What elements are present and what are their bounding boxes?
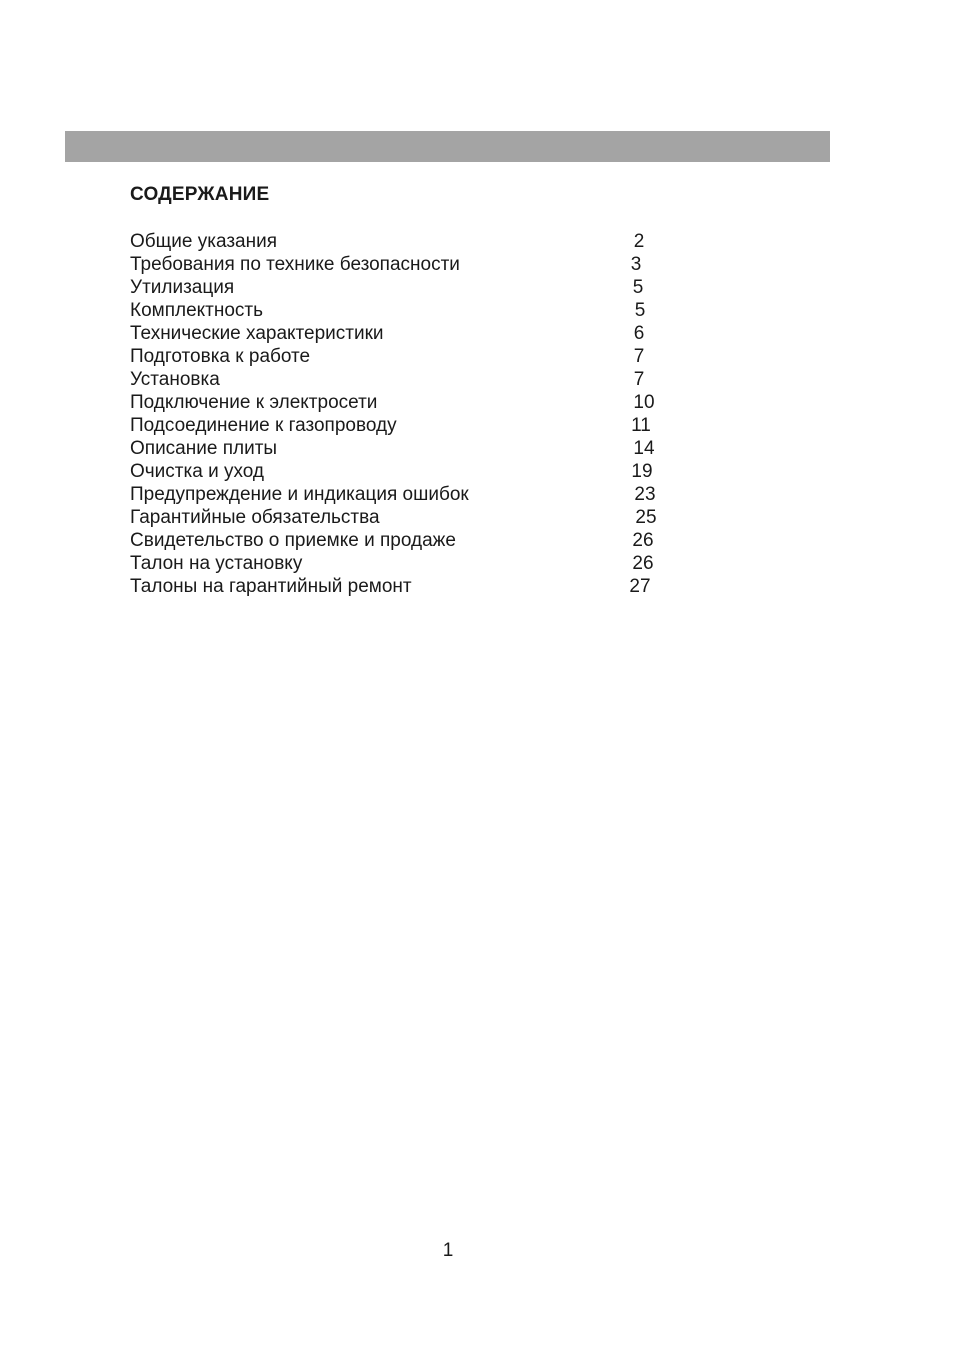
toc-entry-label: Талон на установку bbox=[130, 553, 303, 574]
toc-entry-page: 25 bbox=[635, 507, 657, 528]
toc-entry[interactable] bbox=[130, 230, 670, 253]
toc-entry[interactable] bbox=[130, 414, 670, 437]
toc-entry-page: 27 bbox=[629, 576, 651, 597]
toc-entry[interactable] bbox=[130, 391, 670, 414]
toc-entry[interactable] bbox=[130, 299, 670, 322]
toc-entry-page: 6 bbox=[633, 323, 645, 344]
toc-entry[interactable] bbox=[130, 345, 670, 368]
toc-entry[interactable] bbox=[130, 529, 670, 552]
toc-entry-label: Общие указания bbox=[130, 231, 278, 252]
toc-entry-label: Технические характеристики bbox=[130, 323, 384, 344]
toc-entry[interactable] bbox=[130, 437, 670, 460]
toc-entry-label: Требования по технике безопасности bbox=[130, 254, 460, 275]
toc-entry-page: 2 bbox=[633, 231, 645, 252]
toc-entry-page: 10 bbox=[633, 392, 655, 413]
toc-entry-label: Талоны на гарантийный ремонт bbox=[130, 576, 412, 597]
toc-entry-page: 7 bbox=[633, 346, 645, 367]
toc-entry-page: 3 bbox=[630, 254, 642, 275]
toc-entry-label: Гарантийные обязательства bbox=[130, 507, 380, 528]
toc-entry-label: Подключение к электросети bbox=[130, 392, 378, 413]
toc-entry-label: Предупреждение и индикация ошибок bbox=[130, 484, 469, 505]
toc-entry-page: 14 bbox=[633, 438, 655, 459]
page-number: 1 bbox=[442, 1240, 454, 1261]
toc-entry[interactable] bbox=[130, 483, 670, 506]
toc-entry[interactable] bbox=[130, 276, 670, 299]
toc-entry[interactable] bbox=[130, 575, 670, 598]
toc-entry[interactable] bbox=[130, 253, 670, 276]
toc-entry-page: 11 bbox=[631, 415, 651, 436]
header-bar bbox=[65, 131, 830, 162]
toc-entry-page: 19 bbox=[631, 461, 653, 482]
toc-entry-label: Описание плиты bbox=[130, 438, 278, 459]
toc-entry-label: Утилизация bbox=[130, 277, 235, 298]
toc-entry-label: Очистка и уход bbox=[130, 461, 264, 482]
toc-entry-page: 5 bbox=[634, 300, 646, 321]
toc-entry-label: Установка bbox=[130, 369, 220, 390]
toc-entry[interactable] bbox=[130, 460, 670, 483]
toc-entry-label: Свидетельство о приемке и продаже bbox=[130, 530, 456, 551]
toc-list bbox=[130, 230, 670, 598]
toc-entry-label: Комплектность bbox=[130, 300, 264, 321]
toc-entry[interactable] bbox=[130, 506, 670, 529]
toc-entry[interactable] bbox=[130, 322, 670, 345]
toc-entry[interactable] bbox=[130, 552, 670, 575]
toc-title: СОДЕРЖАНИЕ bbox=[130, 184, 270, 205]
toc-entry-page: 26 bbox=[632, 530, 654, 551]
toc-entry-label: Подсоединение к газопроводу bbox=[130, 415, 397, 436]
toc-entry-page: 23 bbox=[634, 484, 656, 505]
toc-entry[interactable] bbox=[130, 368, 670, 391]
toc-entry-page: 5 bbox=[632, 277, 644, 298]
toc-entry-page: 7 bbox=[633, 369, 645, 390]
toc-entry-label: Подготовка к работе bbox=[130, 346, 311, 367]
toc-entry-page: 26 bbox=[632, 553, 654, 574]
